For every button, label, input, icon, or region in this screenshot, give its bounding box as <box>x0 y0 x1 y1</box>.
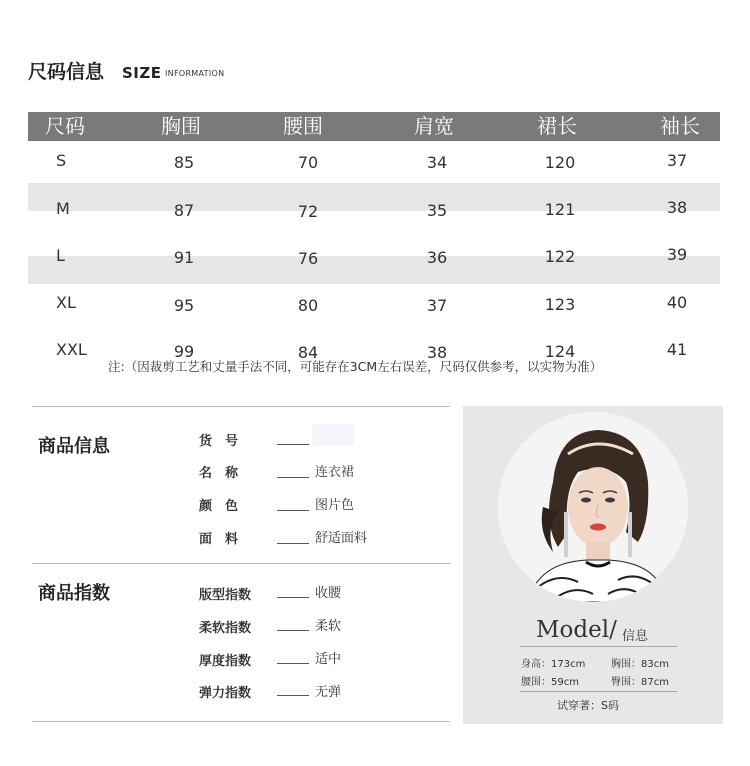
table-cell: 122 <box>544 247 576 266</box>
size-info-title-en: SIZE <box>122 64 162 82</box>
softness-index-value: 柔软 <box>315 619 342 634</box>
divider <box>32 563 450 564</box>
model-bust: 胸围：83cm <box>611 659 669 670</box>
product-fabric-value: 舒适面料 <box>315 531 368 546</box>
product-color-value: 图片色 <box>315 498 355 513</box>
model-title: Model/ <box>536 617 617 643</box>
header-bust: 胸围 <box>161 114 201 138</box>
table-cell: 99 <box>173 342 195 361</box>
underline <box>277 663 309 664</box>
table-cell: 123 <box>544 295 576 314</box>
product-number-label: 货 号 <box>199 434 239 449</box>
header-dress-length: 裙长 <box>537 114 577 138</box>
model-photo <box>498 412 688 602</box>
underline <box>277 477 309 478</box>
table-cell: 120 <box>544 153 576 172</box>
table-cell: 35 <box>426 201 448 220</box>
product-number-value-box <box>312 424 354 446</box>
model-divider <box>520 646 677 647</box>
fit-index-value: 收腰 <box>315 586 342 601</box>
underline <box>277 695 309 696</box>
elasticity-index-label: 弹力指数 <box>199 686 252 701</box>
model-waist: 腰围：59cm <box>521 677 579 688</box>
header-shoulder: 肩宽 <box>414 114 454 138</box>
size-info-title: 尺码信息 <box>28 61 105 83</box>
table-cell: 34 <box>426 153 448 172</box>
softness-index-label: 柔软指数 <box>199 621 252 636</box>
table-cell: 121 <box>544 200 576 219</box>
elasticity-index-value: 无弹 <box>315 685 342 700</box>
table-cell: XL <box>56 293 76 312</box>
table-cell: 80 <box>297 296 319 315</box>
table-cell: 70 <box>297 153 319 172</box>
header-waist: 腰围 <box>283 114 323 138</box>
product-info-title: 商品信息 <box>38 436 110 457</box>
header-size: 尺码 <box>45 114 85 138</box>
table-cell: XXL <box>56 340 87 359</box>
table-cell: 38 <box>666 198 688 217</box>
table-cell: 37 <box>666 151 688 170</box>
underline <box>277 444 309 445</box>
model-tryon-size: 试穿著：S码 <box>557 699 619 712</box>
table-cell: 84 <box>297 343 319 362</box>
table-cell: L <box>56 246 65 265</box>
thickness-index-label: 厚度指数 <box>199 654 252 669</box>
fit-index-label: 版型指数 <box>199 588 252 603</box>
table-cell: 95 <box>173 296 195 315</box>
product-name-label: 名 称 <box>199 466 239 481</box>
underline <box>277 597 309 598</box>
table-cell: 72 <box>297 202 319 221</box>
size-info-title-en-small: INFORMATION <box>165 69 225 78</box>
underline <box>277 510 309 511</box>
model-divider <box>520 691 677 692</box>
table-cell: 41 <box>666 340 688 359</box>
table-cell: 40 <box>666 293 688 312</box>
underline <box>277 630 309 631</box>
model-title-cn: 信息 <box>622 629 649 644</box>
table-cell: M <box>56 199 70 218</box>
header-sleeve: 袖长 <box>660 114 700 138</box>
product-index-title: 商品指数 <box>38 583 110 604</box>
product-color-label: 颜 色 <box>199 499 239 514</box>
table-cell: 124 <box>544 342 576 361</box>
table-cell: 85 <box>173 153 195 172</box>
underline <box>277 543 309 544</box>
model-hip: 臀围：87cm <box>611 677 669 688</box>
product-fabric-label: 面 料 <box>199 532 239 547</box>
table-cell: 37 <box>426 296 448 315</box>
table-cell: 38 <box>426 343 448 362</box>
product-name-value: 连衣裙 <box>315 465 355 480</box>
thickness-index-value: 适中 <box>315 652 342 667</box>
size-note: 注:（因裁剪工艺和丈量手法不同，可能存在3CM左右误差，尺码仅供参考，以实物为准） <box>108 359 603 374</box>
table-cell: 76 <box>297 249 319 268</box>
table-cell: 91 <box>173 248 195 267</box>
divider <box>32 721 450 722</box>
divider <box>32 406 450 407</box>
model-height: 身高：173cm <box>521 659 586 670</box>
table-cell: 36 <box>426 248 448 267</box>
table-cell: 87 <box>173 201 195 220</box>
table-cell: 39 <box>666 245 688 264</box>
table-cell: S <box>56 151 67 170</box>
